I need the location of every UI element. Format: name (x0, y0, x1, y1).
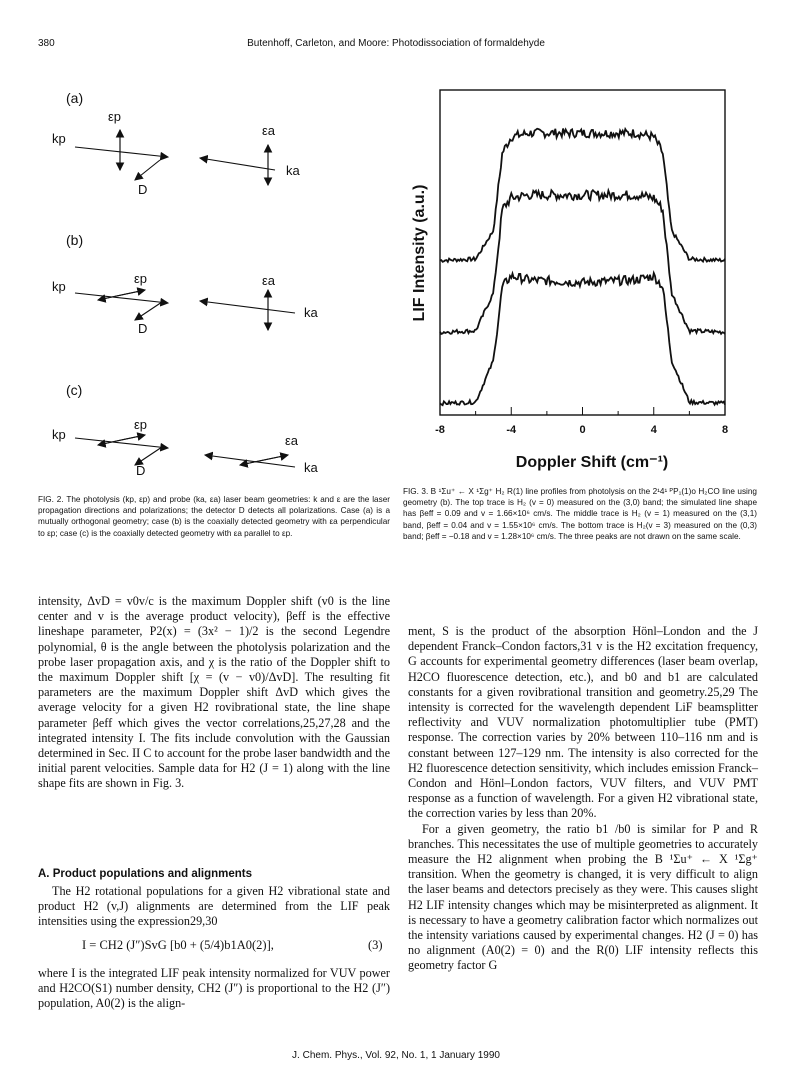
x-tick-label: 8 (721, 424, 729, 436)
panel-b-label: (b) (66, 232, 84, 248)
ea-label-c: εa (285, 433, 299, 448)
left-column (38, 594, 390, 792)
ea-label-a: εa (262, 123, 276, 138)
ep-label-c: εp (134, 417, 148, 432)
ka-beam-b (200, 301, 295, 313)
fig3-caption: FIG. 3. B ¹Σu⁺ ← X ¹Σg⁺ H₂ R(1) line profiles from photolysis on the 2¹4¹ ᴾP₁(1)o H₂CO line using geometry (b). The top trace is H₂ (v = 0) measured on the (3,0) band; the simulated line shape has βeff = 0.09 and v = 1.66×10⁶ cm/s. The middle trace is H₂ (v = 1) measured on the (3,1) band, βeff = 0.04 and v = 1.55×10⁶ cm/s. The bottom trace is H₂(v = 3) measured on the (0,3) band; βeff = −0.18 and v = 1.28×10⁶ cm/s. The three peaks are not drawn on the same scale. (403, 487, 757, 541)
ka-label-b: ka (304, 305, 318, 320)
kp-beam-a (75, 147, 168, 157)
lif-trace-3 (440, 273, 725, 405)
y-axis-label: LIF Intensity (a.u.) (411, 184, 428, 322)
fig2-geometry-diagrams (50, 95, 380, 495)
ka-label-a: ka (286, 163, 300, 178)
equation: I = CH2 (J″)SvG [b0 + (5/4)b1A0(2)], (82, 938, 274, 952)
ka-label-c: ka (304, 460, 318, 475)
running-title: Butenhoff, Carleton, and Moore: Photodissociation of formaldehyde (247, 38, 545, 49)
fig3-chart (400, 88, 730, 433)
ep-label-b: εp (134, 271, 148, 286)
x-tick-label: 0 (579, 424, 586, 436)
plot-frame (440, 90, 725, 415)
section-paragraph-block (38, 884, 390, 930)
kp-label-a: kp (52, 131, 66, 146)
kp-label-b: kp (52, 279, 66, 294)
page-number: 380 (38, 38, 55, 49)
right-column (408, 624, 758, 974)
ea-label-b: εa (262, 273, 276, 288)
after-equation-text: where I is the integrated LIF peak intensity normalized for VUV power and H2CO(S1) number density, CH2 (J″) is proportional to the H2 (J″) population, A0(2) is the align- (38, 966, 390, 1011)
right-paragraph-1: ment, S is the product of the absorption Hönl–London and the J dependent Franck–Condon factors,31 v is the H2 excitation frequency, G accounts for experimental geometry differences (laser beam overlap, H2CO fluorescence detection, etc.), and b0 and b1 are calculated constants for a given rovibrational transition and geometry.25,29 The intensity is corrected for the wavelength dependent LiF beamsplitter reflectivity and VUV normalization photomultiplier tube (PMT) response. The correction varies by 20% between 110–116 nm and is constant between 127–129 nm. The intensity is also corrected for the H2 fluorescence detection sensitivity, which includes emission Franck–Condon and Hönl–London factors, VUV filters, and VUV PMT response as a function of wavelength. For a given H2 vibrational state, the correction varies by less than 20%. (408, 624, 758, 821)
after-equation-block (38, 966, 390, 1012)
lif-trace-1 (440, 129, 725, 262)
equation-number: (3) (368, 938, 383, 952)
x-tick-label: 4 (650, 424, 657, 436)
x-tick-label: -8 (435, 424, 445, 436)
detector-label-a: D (138, 182, 148, 197)
left-paragraph: intensity, ΔvD = v0v/c is the maximum Doppler shift (v0 is the line center and v is the average product velocity), βeff is the effective lineshape parameter, P2(x) = (3x² − 1)/2 is the second Legendre polynomial, θ is the angle between the photolysis polarization and the probe laser propagation axis, and χ is the ratio of the Doppler shift to the maximum Doppler shift [χ = (v − v0)/ΔvD]. The resulting fit parameters are the maximum Doppler shift ΔvD which gives the average velocity for a given H2 rovibrational state, the line shape parameter βeff which gives the vector correlations,25,27,28 and the integrated intensity I. The fits include convolution with the Gaussian determined in Sec. II C to account for the probe laser bandwidth and the initial parent velocities. Sample data for H2 (J = 1) along with the line shape fits are shown in Fig. 3. (38, 594, 390, 791)
detector-arrow-a (135, 160, 160, 180)
x-tick-label: -4 (506, 424, 517, 436)
ka-beam-a (200, 158, 275, 170)
lif-trace-2 (440, 190, 725, 334)
panel-a-label: (a) (66, 90, 84, 106)
detector-label-b: D (138, 321, 148, 336)
right-paragraph-2: For a given geometry, the ratio b1 /b0 is similar for P and R branches. This necessitates the use of multiple geometries to accurately measure the H2 alignment when probing the B ¹Σu⁺ ← X ¹Σg⁺ transition. When the geometry is changed, it is very difficult to align the laser beams and detectors precisely as they were. This causes slight H2 LIF intensity changes which may be misinterpreted as alignment. It is necessary to have a geometry calibration factor which normalizes out the intensity variations caused by experimental changes. H2 (J = 0) has no alignment (A0(2) = 0) and the R(0) LIF intensity reflects this geometry factor G (408, 821, 758, 973)
ep-label-a: εp (108, 109, 122, 124)
panel-c-label: (c) (66, 382, 83, 398)
footer-citation: J. Chem. Phys., Vol. 92, No. 1, 1 January 1990 (292, 1050, 500, 1061)
x-axis-label: Doppler Shift (cm⁻¹) (515, 454, 669, 471)
detector-arrow-b (135, 302, 162, 320)
fig2-caption: FIG. 2. The photolysis (kp, εp) and probe (ka, εa) laser beam geometries: k and ε are the laser propagation directions and polarizations; the detector D detects all polarizations. Case (a) is a mutually orthogonal geometry; case (b) is the coaxially detected geometry with εa perpendicular to εp; case (c) is the coaxially detected geometry with εa parallel to εp. (38, 495, 390, 538)
detector-label-c: D (136, 463, 146, 478)
section-paragraph: The H2 rotational populations for a given H2 vibrational state and product H2 (v,J) alignments are determined from the LIF peak intensities using the expression29,30 (38, 884, 390, 929)
kp-label-c: kp (52, 427, 66, 442)
section-heading: A. Product populations and alignments (38, 868, 253, 880)
